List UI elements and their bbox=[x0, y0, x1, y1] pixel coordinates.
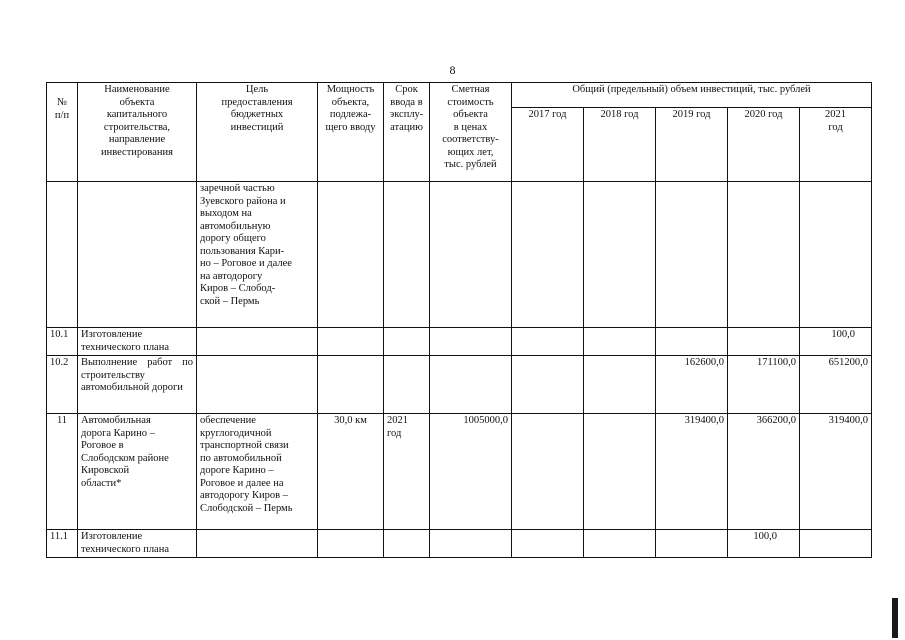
row-num: 11 bbox=[47, 414, 78, 530]
row-y2018 bbox=[584, 328, 656, 356]
row-capacity bbox=[318, 530, 384, 558]
row-y2021: 100,0 bbox=[800, 328, 872, 356]
header-col-capacity: Мощность объекта, подлежа- щего вводу bbox=[318, 83, 384, 182]
row-y2021 bbox=[800, 182, 872, 328]
row-goal: заречной частью Зуевского района и выходом на автомобильную дорогу общего пользования Кари- но – Роговое и далее на автодорогу Киров – Слобод- ской – Пермь bbox=[197, 182, 318, 328]
row-term bbox=[384, 356, 430, 414]
row-y2017 bbox=[512, 356, 584, 414]
row-y2018 bbox=[584, 530, 656, 558]
row-name: Изготовление технического плана bbox=[78, 530, 197, 558]
header-col-goal: Цель предоставления бюджетных инвестиций bbox=[197, 83, 318, 182]
row-y2020: 100,0 bbox=[728, 530, 800, 558]
header-col-term: Срок ввода в эксплу- атацию bbox=[384, 83, 430, 182]
row-y2018 bbox=[584, 182, 656, 328]
row-y2020: 171100,0 bbox=[728, 356, 800, 414]
row-capacity: 30,0 км bbox=[318, 414, 384, 530]
table-row bbox=[47, 530, 872, 558]
row-y2019: 319400,0 bbox=[656, 414, 728, 530]
row-y2021 bbox=[800, 530, 872, 558]
row-num: 11.1 bbox=[47, 530, 78, 558]
table-row bbox=[47, 182, 872, 328]
header-col-name: Наименование объекта капитального строительства, направление инвестирования bbox=[78, 83, 197, 182]
row-cost: 1005000,0 bbox=[430, 414, 512, 530]
row-cost bbox=[430, 182, 512, 328]
row-y2021: 319400,0 bbox=[800, 414, 872, 530]
row-num bbox=[47, 182, 78, 328]
row-y2021: 651200,0 bbox=[800, 356, 872, 414]
row-y2018 bbox=[584, 356, 656, 414]
header-year-2019: 2019 год bbox=[656, 108, 728, 182]
row-goal bbox=[197, 328, 318, 356]
investment-table bbox=[46, 82, 872, 558]
scan-edge-bar bbox=[892, 598, 898, 638]
row-capacity bbox=[318, 328, 384, 356]
row-term bbox=[384, 530, 430, 558]
header-year-2018: 2018 год bbox=[584, 108, 656, 182]
row-y2019 bbox=[656, 530, 728, 558]
page-number: 8 bbox=[449, 63, 456, 77]
row-y2020: 366200,0 bbox=[728, 414, 800, 530]
row-y2020 bbox=[728, 328, 800, 356]
header-year-2021: 2021 год bbox=[800, 108, 872, 182]
row-y2017 bbox=[512, 414, 584, 530]
row-goal bbox=[197, 356, 318, 414]
table-row bbox=[47, 414, 872, 530]
row-y2018 bbox=[584, 414, 656, 530]
row-cost bbox=[430, 530, 512, 558]
header-col-num: № п/п bbox=[47, 83, 78, 182]
row-cost bbox=[430, 356, 512, 414]
row-y2019 bbox=[656, 328, 728, 356]
row-capacity bbox=[318, 356, 384, 414]
row-name bbox=[78, 182, 197, 328]
row-num: 10.1 bbox=[47, 328, 78, 356]
row-y2019: 162600,0 bbox=[656, 356, 728, 414]
row-term bbox=[384, 328, 430, 356]
row-term bbox=[384, 182, 430, 328]
row-num: 10.2 bbox=[47, 356, 78, 414]
header-year-2020: 2020 год bbox=[728, 108, 800, 182]
header-row-top bbox=[47, 83, 872, 108]
header-col-cost: Сметная стоимость объекта в ценах соответству- ющих лет, тыс. рублей bbox=[430, 83, 512, 182]
header-year-2017: 2017 год bbox=[512, 108, 584, 182]
row-capacity bbox=[318, 182, 384, 328]
row-name: Выполнение работ по строительству автомобильной дороги bbox=[78, 356, 197, 414]
row-cost bbox=[430, 328, 512, 356]
row-y2019 bbox=[656, 182, 728, 328]
row-goal: обеспечение круглогодичной транспортной связи по автомобильной дороге Карино – Роговое и далее на автодорогу Киров – Слободской – Пермь bbox=[197, 414, 318, 530]
header-col-invest: Общий (предельный) объем инвестиций, тыс. рублей bbox=[512, 83, 872, 108]
row-y2017 bbox=[512, 182, 584, 328]
table-row bbox=[47, 328, 872, 356]
row-y2017 bbox=[512, 530, 584, 558]
row-goal bbox=[197, 530, 318, 558]
row-y2017 bbox=[512, 328, 584, 356]
table-row bbox=[47, 356, 872, 414]
row-name: Автомобильная дорога Карино – Роговое в Слободском районе Кировской области* bbox=[78, 414, 197, 530]
row-term: 2021 год bbox=[384, 414, 430, 530]
row-name: Изготовление технического плана bbox=[78, 328, 197, 356]
row-y2020 bbox=[728, 182, 800, 328]
